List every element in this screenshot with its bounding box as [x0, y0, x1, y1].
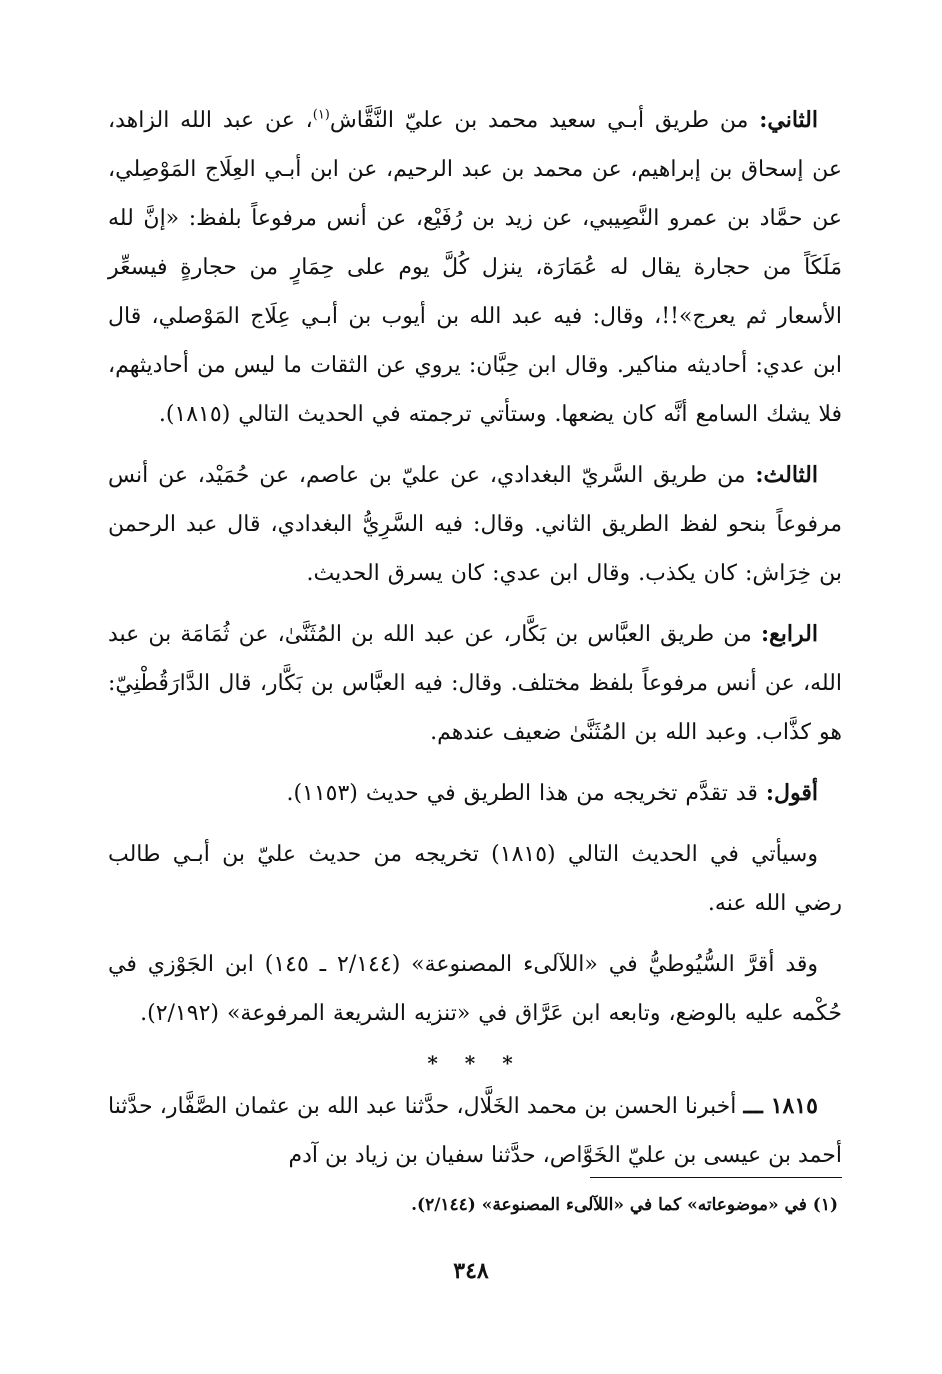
- paragraph-lead: الرابع:: [760, 621, 818, 647]
- paragraph-text: وقد أقرَّ السُّيُوطيُّ في «اللآلىء المصنوعة» (٢/١٤٤ ـ ١٤٥) ابن الجَوْزي في حُكْمه عليه بالوضع، وتابعه ابن عَرَّاق في «تنزيه الشريعة المرفوعة» (٢/١٩٢).: [108, 952, 842, 1026]
- paragraph-text: وسيأتي في الحديث التالي (١٨١٥) تخريجه من حديث عليّ بن أبـي طالب رضي الله عنه.: [108, 842, 842, 916]
- paragraph-lead: الثاني:: [759, 107, 818, 133]
- paragraph-third-route: [108, 451, 842, 598]
- hadith-text: أخبرنا الحسن بن محمد الخَلَّال، حدَّثنا عبد الله بن عثمان الصَّفَّار، حدَّثنا أحمد بن عيسى بن عليّ الخَوَّاص، حدَّثنا سفيان بن زياد بن آدم: [108, 1094, 842, 1168]
- paragraph-author-note: [108, 769, 842, 818]
- paragraph-text: من طريق السَّريّ البغدادي، عن عليّ بن عاصم، عن حُمَيْد، عن أنس مرفوعاً بنحو لفظ الطريق الثاني. وقال: فيه السَّرِيُّ البغدادي، قال عبد الرحمن بن خِرَاش: كان يكذب. وقال ابن عدي: كان يسرق الحديث.: [108, 463, 842, 586]
- page-number: ٣٤٨: [453, 1258, 489, 1284]
- paragraph-suyuti: [108, 940, 842, 1038]
- paragraph-text: ، عن عبد الله الزاهد، عن إسحاق بن إبراهيم، عن محمد بن عبد الرحيم، عن ابن أبـي العِلَاج المَوْصِلي، عن حمَّاد بن عمرو النَّصِيبي، عن زيد بن رُفَيْع، عن أنس مرفوعاً بلفظ: «إنَّ لله مَلَكَاً من حجارة يقال له عُمَارَة، ينزل كُلَّ يوم على حِمَارٍ من حجارةٍ فيسعِّر الأسعار ثم يعرج»!!، وقال: فيه عبد الله بن أيوب بن أبـي عِلَاج المَوْصلي، قال ابن عدي: أحاديثه مناكير. وقال ابن حِبَّان: يروي عن الثقات ما ليس من أحاديثهم، فلا يشك السامع أنَّه كان يضعها. وستأتي ترجمته في الحديث التالي (١٨١٥).: [108, 108, 842, 427]
- main-text: [108, 96, 842, 1180]
- footnote: (١) في «موضوعاته» كما في «اللآلىء المصنوعة» (٢/١٤٤).: [411, 1195, 838, 1215]
- hadith-entry: [108, 1082, 842, 1180]
- paragraph-text: من طريق أبـي سعيد محمد بن عليّ النَّقَّاش: [329, 108, 760, 133]
- paragraph-fourth-route: [108, 610, 842, 757]
- footnote-reference[interactable]: (١): [312, 107, 330, 123]
- paragraph-text: من طريق العبَّاس بن بَكَّار، عن عبد الله بن المُثَنَّىٰ، عن ثُمَامَة بن عبد الله، عن أنس مرفوعاً بلفظ مختلف. وقال: فيه العبَّاس بن بَكَّار، قال الدَّارَقُطْنِيّ: هو كذَّاب. وعبد الله بن المُثَنَّىٰ ضعيف عندهم.: [108, 622, 842, 745]
- paragraph-forthcoming: [108, 830, 842, 928]
- hadith-number: ١٨١٥ ـــ: [743, 1093, 818, 1119]
- paragraph-lead: أقول:: [765, 780, 818, 806]
- footnote-divider: [590, 1177, 842, 1178]
- section-separator: * * *: [427, 1051, 523, 1075]
- paragraph-second-route: [108, 96, 842, 439]
- paragraph-lead: الثالث:: [755, 462, 818, 488]
- paragraph-text: قد تقدَّم تخريجه من هذا الطريق في حديث (١١٥٣).: [286, 781, 766, 806]
